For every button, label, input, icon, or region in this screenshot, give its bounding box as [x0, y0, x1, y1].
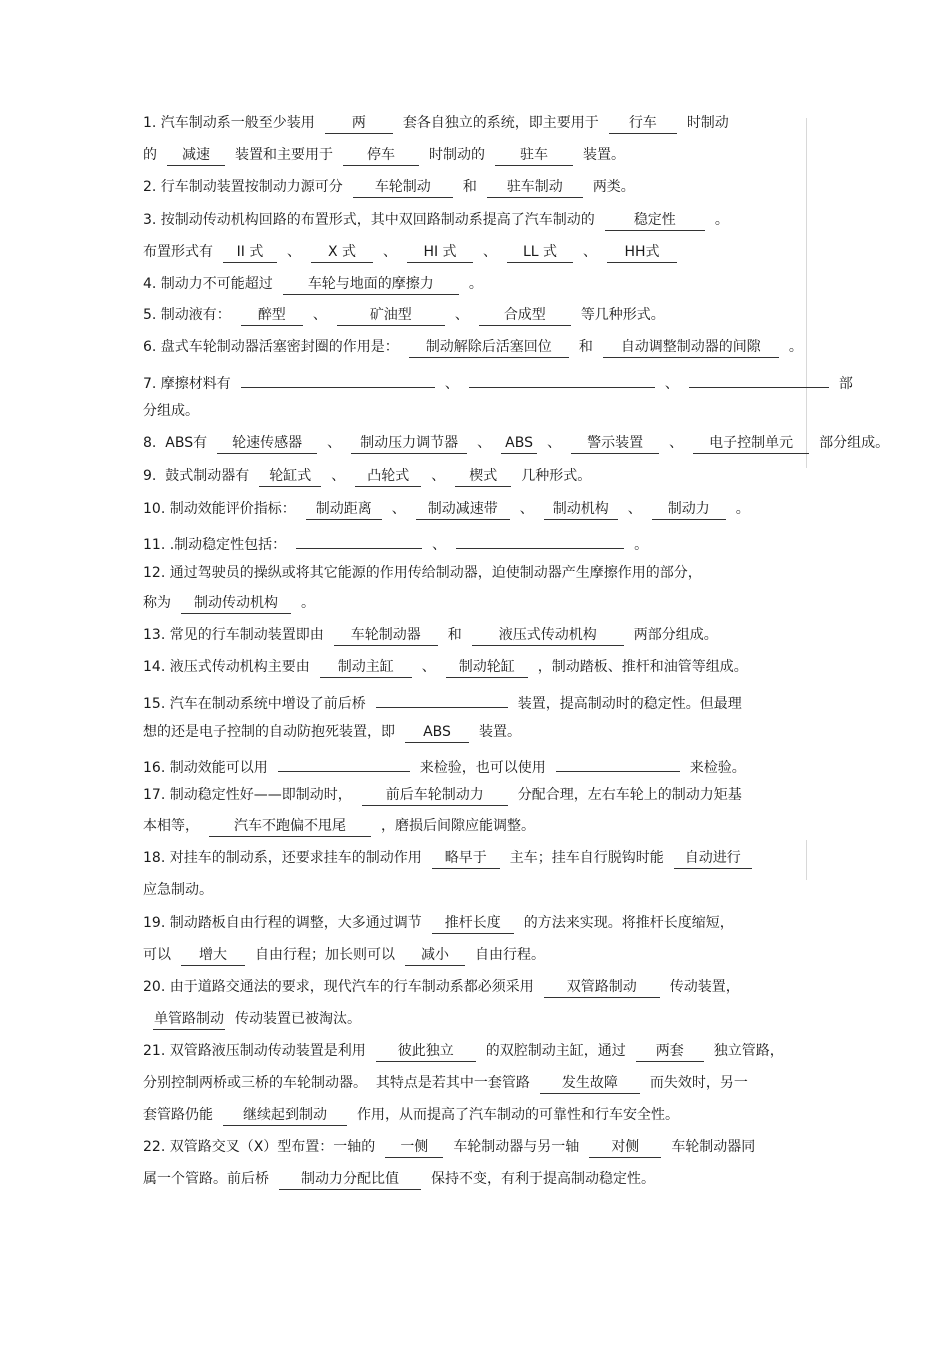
question-text: 作用，从而提高了汽车制动的可靠性和行车安全性。 [357, 1107, 679, 1123]
question-text: 时制动 [686, 115, 729, 131]
q4-line-1 [143, 272, 808, 296]
question-text: 和 [462, 179, 477, 195]
answer-blank[interactable]: 单管路制动 [153, 1010, 225, 1030]
q21-line-1 [143, 1039, 808, 1063]
q2-line-1 [143, 175, 808, 199]
q12-line-1 [143, 561, 808, 585]
answer-blank[interactable]: 醉型 [241, 306, 303, 326]
answer-blank[interactable]: 车轮制动 [353, 178, 453, 198]
answer-blank[interactable]: 汽车不跑偏不甩尾 [209, 817, 371, 837]
question-text: 而失效时，另一 [649, 1075, 748, 1091]
question-text: 。 [301, 595, 315, 611]
question-text: 21. 双管路液压制动传动装置是利用 [143, 1043, 366, 1059]
answer-blank[interactable]: 合成型 [479, 306, 571, 326]
question-text: 、 [287, 244, 301, 260]
question-text: 、 [627, 501, 642, 517]
q21-line-3 [143, 1103, 808, 1127]
question-text: 、 [519, 501, 534, 517]
question-text: 。 [788, 339, 803, 355]
question-text: 、 [431, 468, 446, 484]
question-text: 和 [447, 627, 462, 643]
question-text: 传动装置， [669, 979, 740, 995]
q6-line-1 [143, 335, 808, 359]
question-text: 。 [468, 276, 483, 292]
q21-line-2 [143, 1071, 808, 1095]
q15-line-2 [143, 720, 808, 744]
answer-blank[interactable] [556, 752, 680, 772]
question-text: 分配合理，左右车轮上的制动力矩基 [517, 787, 742, 803]
answer-blank[interactable]: 驻车 [495, 146, 573, 166]
answer-blank[interactable]: 发生故障 [540, 1074, 640, 1094]
question-text: 7. 摩擦材料有 [143, 376, 231, 392]
question-text: 装置。 [479, 724, 521, 740]
question-text: 12. 通过驾驶员的操纵或将其它能源的作用传给制动器，迫使制动器产生摩擦作用的部分， [143, 565, 702, 581]
question-text: 主车；挂车自行脱钩时能 [509, 850, 664, 866]
question-text: 6. 盘式车轮制动器活塞密封圈的作用是： [143, 339, 399, 355]
question-text: 部 [838, 376, 853, 392]
question-text: 10. 制动效能评价指标： [143, 501, 296, 517]
question-text: 套管路仍能 [143, 1107, 213, 1123]
question-text: 来检验，也可以使用 [419, 760, 546, 776]
answer-blank[interactable] [296, 529, 422, 549]
question-text: 、 [383, 244, 397, 260]
answer-blank[interactable]: 一侧 [385, 1138, 443, 1158]
q16-line-1 [143, 752, 808, 776]
question-text: 。 [714, 212, 729, 228]
question-text: 的双腔制动主缸，通过 [485, 1043, 626, 1059]
answer-blank[interactable]: 稳定性 [605, 211, 705, 231]
answer-blank[interactable]: 驻车制动 [487, 178, 583, 198]
q7-line-1 [143, 368, 853, 392]
answer-blank[interactable]: HI 式 [407, 243, 473, 263]
answer-blank[interactable]: ABS [501, 434, 537, 454]
q7-line-2 [143, 399, 808, 423]
question-text: 装置和主要用于 [235, 147, 333, 163]
q20-line-2 [143, 1007, 808, 1031]
q3-line-1 [143, 208, 808, 232]
question-text: 14. 液压式传动机构主要由 [143, 659, 310, 675]
q3-line-2 [143, 240, 808, 264]
question-text: 、 [312, 307, 327, 323]
question-text: 分组成。 [143, 403, 199, 419]
question-text: 、 [444, 376, 459, 392]
answer-blank[interactable]: 双管路制动 [544, 978, 660, 998]
question-text: ，制动踏板、推杆和油管等组成。 [537, 659, 748, 675]
question-text: 的 [143, 147, 157, 163]
question-text: ，磨损后间隙应能调整。 [381, 818, 535, 834]
answer-blank[interactable]: HH式 [607, 243, 677, 263]
question-text: 和 [578, 339, 593, 355]
question-text: 车轮制动器同 [671, 1139, 756, 1155]
q22-line-1 [143, 1135, 808, 1159]
answer-blank[interactable]: 略早于 [432, 849, 500, 869]
question-text: 13. 常见的行车制动装置即由 [143, 627, 324, 643]
answer-blank[interactable]: 减速 [167, 146, 225, 166]
q12-line-2 [143, 591, 808, 615]
question-text: 的方法来实现。将推杆长度缩短， [523, 915, 734, 931]
answer-blank[interactable]: 停车 [343, 146, 419, 166]
q11-line-1 [143, 529, 808, 553]
question-text: 两部分组成。 [633, 627, 718, 643]
question-text: 两类。 [592, 179, 635, 195]
question-text: 装置。 [583, 147, 625, 163]
answer-blank[interactable]: 凸轮式 [355, 467, 421, 487]
question-text: 等几种形式。 [580, 307, 665, 323]
answer-blank[interactable] [241, 368, 435, 388]
answer-blank[interactable]: 对侧 [589, 1138, 661, 1158]
question-text: 、 [664, 376, 679, 392]
question-text: 、 [432, 537, 447, 553]
question-text: 4. 制动力不可能超过 [143, 276, 273, 292]
answer-blank[interactable]: LL 式 [507, 243, 573, 263]
question-text: 称为 [143, 595, 171, 611]
question-text: 5. 制动液有： [143, 307, 231, 323]
answer-blank[interactable]: 轮缸式 [259, 467, 321, 487]
question-text: 装置，提高制动时的稳定性。但最理 [517, 696, 742, 712]
question-text: 、 [477, 435, 492, 451]
q17-line-1 [143, 783, 808, 807]
question-text: 11. .制动稳定性包括： [143, 537, 287, 553]
answer-blank[interactable]: 前后车轮制动力 [362, 786, 508, 806]
question-text: 、 [483, 244, 497, 260]
answer-blank[interactable] [469, 368, 655, 388]
question-text: 、 [391, 501, 406, 517]
answer-blank[interactable] [278, 752, 410, 772]
question-text: 9. 鼓式制动器有 [143, 468, 250, 484]
answer-blank[interactable]: 楔式 [455, 467, 511, 487]
answer-blank[interactable]: 车轮制动器 [334, 626, 438, 646]
question-text: 保持不变，有利于提高制动稳定性。 [431, 1171, 655, 1187]
q17-line-2 [143, 814, 808, 838]
answer-blank[interactable]: 制动压力调节器 [351, 434, 467, 454]
answer-blank[interactable]: ABS [405, 723, 469, 743]
question-text: 15. 汽车在制动系统中增设了前后桥 [143, 696, 366, 712]
answer-blank[interactable]: 液压式传动机构 [472, 626, 624, 646]
q13-line-1 [143, 623, 808, 647]
answer-blank[interactable]: 车轮与地面的摩擦力 [283, 275, 459, 295]
question-text: 22. 双管路交叉（X）型布置：一轴的 [143, 1139, 376, 1155]
question-text: 、 [327, 435, 342, 451]
answer-blank[interactable]: 制动距离 [306, 500, 382, 520]
answer-blank[interactable]: 矿油型 [337, 306, 445, 326]
q14-line-1 [143, 655, 808, 679]
question-text: 20. 由于道路交通法的要求，现代汽车的行车制动系都必须采用 [143, 979, 534, 995]
answer-blank[interactable]: II 式 [223, 243, 277, 263]
question-text: 、 [547, 435, 562, 451]
question-text: 、 [331, 468, 346, 484]
question-text: 可以 [143, 947, 171, 963]
answer-blank[interactable] [456, 529, 624, 549]
question-text: 3. 按制动传动机构回路的布置形式，其中双回路制动系提高了汽车制动的 [143, 212, 595, 228]
answer-blank[interactable]: 制动解除后活塞回位 [409, 338, 569, 358]
answer-blank[interactable]: 两 [325, 114, 393, 134]
answer-blank[interactable]: 行车 [609, 114, 677, 134]
answer-blank[interactable]: 制动力分配比值 [279, 1170, 421, 1190]
answer-blank[interactable]: 制动机构 [544, 500, 618, 520]
answer-blank[interactable]: 制动传动机构 [181, 594, 291, 614]
question-text: 、 [454, 307, 469, 323]
answer-blank[interactable]: 增大 [181, 946, 245, 966]
question-text: 自由行程；加长则可以 [255, 947, 395, 963]
answer-blank[interactable]: 彼此独立 [376, 1042, 476, 1062]
q1-line-2 [143, 143, 808, 167]
question-text: 、 [421, 659, 436, 675]
answer-blank[interactable]: 警示装置 [571, 434, 659, 454]
q8-line-1 [143, 431, 890, 455]
question-text: 套各自独立的系统，即主要用于 [402, 115, 599, 131]
answer-blank[interactable] [689, 368, 829, 388]
question-text: 应急制动。 [143, 882, 213, 898]
answer-blank[interactable]: 推杆长度 [432, 914, 514, 934]
question-text: 分别控制两桥或三桥的车轮制动器。 其特点是若其中一套管路 [143, 1075, 530, 1091]
question-text: 时制动的 [429, 147, 485, 163]
question-text: 18. 对挂车的制动系，还要求挂车的制动作用 [143, 850, 422, 866]
question-text: 布置形式有 [143, 244, 213, 260]
q9-line-1 [143, 464, 808, 488]
answer-blank[interactable]: 减小 [405, 946, 465, 966]
answer-blank[interactable]: 制动力 [652, 500, 726, 520]
q20-line-1 [143, 975, 808, 999]
answer-blank[interactable]: 轮速传感器 [217, 434, 317, 454]
question-text: 、 [669, 435, 684, 451]
answer-blank[interactable]: 自动进行 [674, 849, 752, 869]
q10-line-1 [143, 497, 808, 521]
q1-line-1 [143, 111, 808, 135]
question-text: 几种形式。 [521, 468, 592, 484]
question-text: 、 [583, 244, 597, 260]
answer-blank[interactable]: 电子控制单元 [693, 434, 809, 454]
answer-blank[interactable]: 制动主缸 [320, 658, 412, 678]
question-text: 部分组成。 [819, 435, 890, 451]
answer-blank[interactable]: 两套 [636, 1042, 704, 1062]
question-text: 本相等， [143, 818, 199, 834]
question-text: 车轮制动器与另一轴 [453, 1139, 580, 1155]
answer-blank[interactable]: X 式 [311, 243, 373, 263]
q18-line-1 [143, 846, 808, 870]
question-text: 独立管路， [713, 1043, 784, 1059]
answer-blank[interactable]: 自动调整制动器的间隙 [603, 338, 779, 358]
question-text: 8. ABS有 [143, 435, 208, 451]
question-text: 自由行程。 [475, 947, 545, 963]
question-text: 16. 制动效能可以用 [143, 760, 268, 776]
q18-line-2 [143, 878, 808, 902]
question-text: 。 [735, 501, 750, 517]
question-text: 2. 行车制动装置按制动力源可分 [143, 179, 343, 195]
answer-blank[interactable] [376, 688, 508, 708]
q19-line-2 [143, 943, 808, 967]
q22-line-2 [143, 1167, 808, 1191]
question-text: 19. 制动踏板自由行程的调整，大多通过调节 [143, 915, 422, 931]
answer-blank[interactable]: 制动轮缸 [446, 658, 528, 678]
question-text: 17. 制动稳定性好——即制动时， [143, 787, 352, 803]
question-text: 属一个管路。前后桥 [143, 1171, 269, 1187]
question-text: 。 [634, 537, 649, 553]
question-text: 传动装置已被淘汰。 [235, 1011, 361, 1027]
question-text: 1. 汽车制动系一般至少装用 [143, 115, 315, 131]
question-text: 来检验。 [689, 760, 746, 776]
answer-blank[interactable]: 继续起到制动 [223, 1106, 347, 1126]
q5-line-1 [143, 303, 808, 327]
question-text: 想的还是电子控制的自动防抱死装置，即 [143, 724, 395, 740]
answer-blank[interactable]: 制动减速带 [416, 500, 510, 520]
q19-line-1 [143, 911, 808, 935]
q15-line-1 [143, 688, 808, 712]
